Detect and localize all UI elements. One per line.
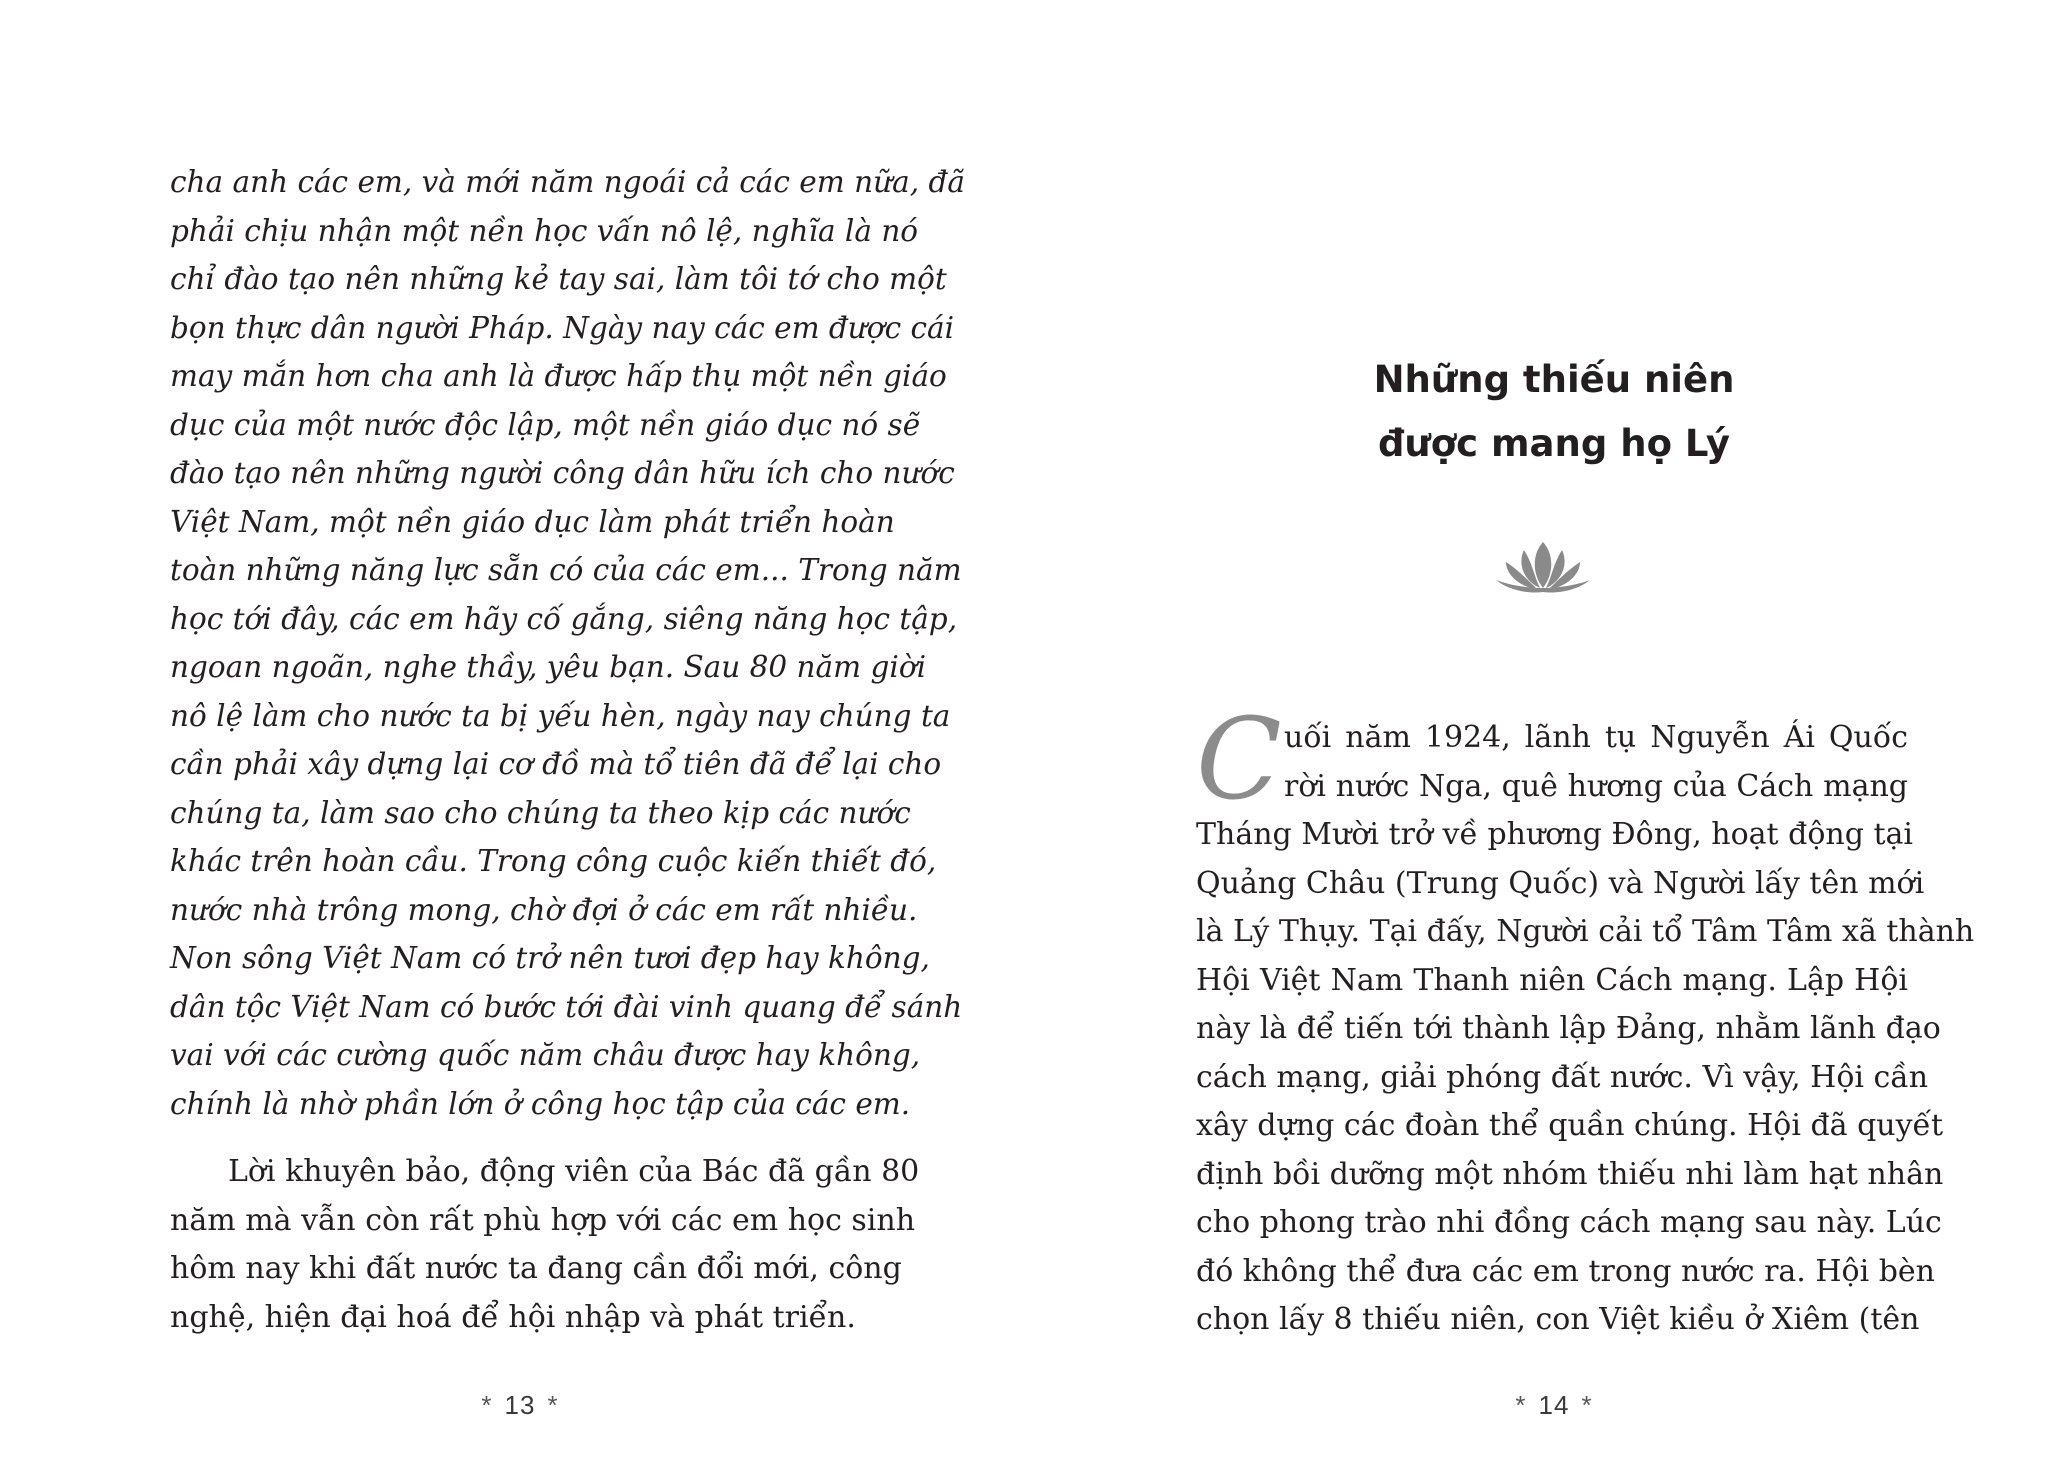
quote-line: phải chịu nhận một nền học vấn nô lệ, nghĩa là nó [170,213,919,248]
body-line: cách mạng, giải phóng đất nước. Vì vậy, Hội cần [1196,1059,1929,1095]
asterisk-icon: * [1581,1390,1593,1420]
quote-line: học tới đây, các em hãy cố gắng, siêng năng học tập, [170,601,958,636]
quote-line: nô lệ làm cho nước ta bị yếu hèn, ngày nay chúng ta [170,698,951,733]
quote-line: vai với các cường quốc năm châu được hay không, [170,1038,921,1072]
body-line: cho phong trào nhi đồng cách mạng sau này. Lúc [1196,1205,1942,1240]
asterisk-icon: * [547,1390,559,1420]
body-line: uối năm 1924, lãnh tụ Nguyễn Ái Quốc [1284,720,1908,755]
body-line: là Lý Thụy. Tại đấy, Người cải tổ Tâm Tâm xã thành [1196,914,1975,949]
quote-line: dục của một nước độc lập, một nền giáo dục nó sẽ [170,407,921,442]
quote-line: nước nhà trông mong, chờ đợi ở các em rất nhiều. [170,892,918,927]
drop-cap: C [1196,695,1282,825]
page-number [420,1390,620,1421]
quote-line: cha anh các em, và mới năm ngoái cả các em nữa, đã [170,165,965,199]
quotation-block [170,158,965,1128]
paragraph-line: hôm nay khi đất nước ta đang cần đổi mới, công [170,1251,902,1286]
paragraph-line: nghệ, hiện đại hoá để hội nhập và phát triển. [170,1299,856,1335]
right-page [1024,0,2048,1482]
quote-line: toàn những năng lực sẵn có của các em... Trong năm [170,553,962,587]
body-paragraph [170,1148,920,1342]
quote-line: ngoan ngoãn, nghe thầy, yêu bạn. Sau 80 năm giời [170,650,927,684]
body-line: định bồi dưỡng một nhóm thiếu nhi làm hạt nhân [1196,1156,1944,1192]
quote-line: may mắn hơn cha anh là được hấp thụ một nền giáo [170,359,947,393]
lotus-icon [1494,540,1592,596]
body-line: đó không thể đưa các em trong nước ra. Hội bèn [1196,1253,1935,1289]
body-line: chọn lấy 8 thiếu niên, con Việt kiều ở Xiêm (tên [1196,1302,1920,1337]
quote-line: cần phải xây dựng lại cơ đồ mà tổ tiên đã để lại cho [170,747,942,781]
page-number-value: 14 [1538,1390,1570,1420]
body-line: rời nước Nga, quê hương của Cách mạng [1284,768,1908,804]
asterisk-icon: * [1515,1390,1527,1420]
quote-line: chỉ đào tạo nên những kẻ tay sai, làm tôi tớ cho một [170,262,947,296]
chapter-body [1196,695,1975,1345]
chapter-title-line: Những thiếu niên [1373,358,1735,401]
page-number-value: 13 [504,1390,536,1420]
quote-line: dân tộc Việt Nam có bước tới đài vinh quang để sánh [170,989,963,1024]
body-line: Quảng Châu (Trung Quốc) và Người lấy tên mới [1196,865,1925,901]
paragraph-line: Lời khuyên bảo, động viên của Bác đã gần 80 [228,1154,920,1189]
quote-line: bọn thực dân người Pháp. Ngày nay các em được cái [170,310,955,345]
body-line: Hội Việt Nam Thanh niên Cách mạng. Lập Hội [1196,962,1908,998]
body-line: Tháng Mười trở về phương Đông, hoạt động tại [1196,817,1914,852]
quote-line: Việt Nam, một nền giáo dục làm phát triển hoàn [170,504,895,539]
paragraph-line: năm mà vẫn còn rất phù hợp với các em học sinh [170,1202,916,1238]
page-number [1454,1390,1654,1421]
chapter-title-line: được mang họ Lý [1377,422,1731,465]
asterisk-icon: * [481,1390,493,1420]
body-line: xây dựng các đoàn thể quần chúng. Hội đã quyết [1196,1108,1944,1143]
quote-line: khác trên hoàn cầu. Trong công cuộc kiến thiết đó, [170,844,937,878]
chapter-title [1274,348,1834,476]
quote-line: đào tạo nên những người công dân hữu ích cho nước [170,456,955,490]
quote-line: chúng ta, làm sao cho chúng ta theo kịp các nước [170,795,911,830]
body-line: này là để tiến tới thành lập Đảng, nhằm lãnh đạo [1196,1011,1941,1046]
quote-line: chính là nhờ phần lớn ở công học tập của các em. [170,1086,911,1121]
quote-line: Non sông Việt Nam có trở nên tươi đẹp hay không, [170,941,930,975]
